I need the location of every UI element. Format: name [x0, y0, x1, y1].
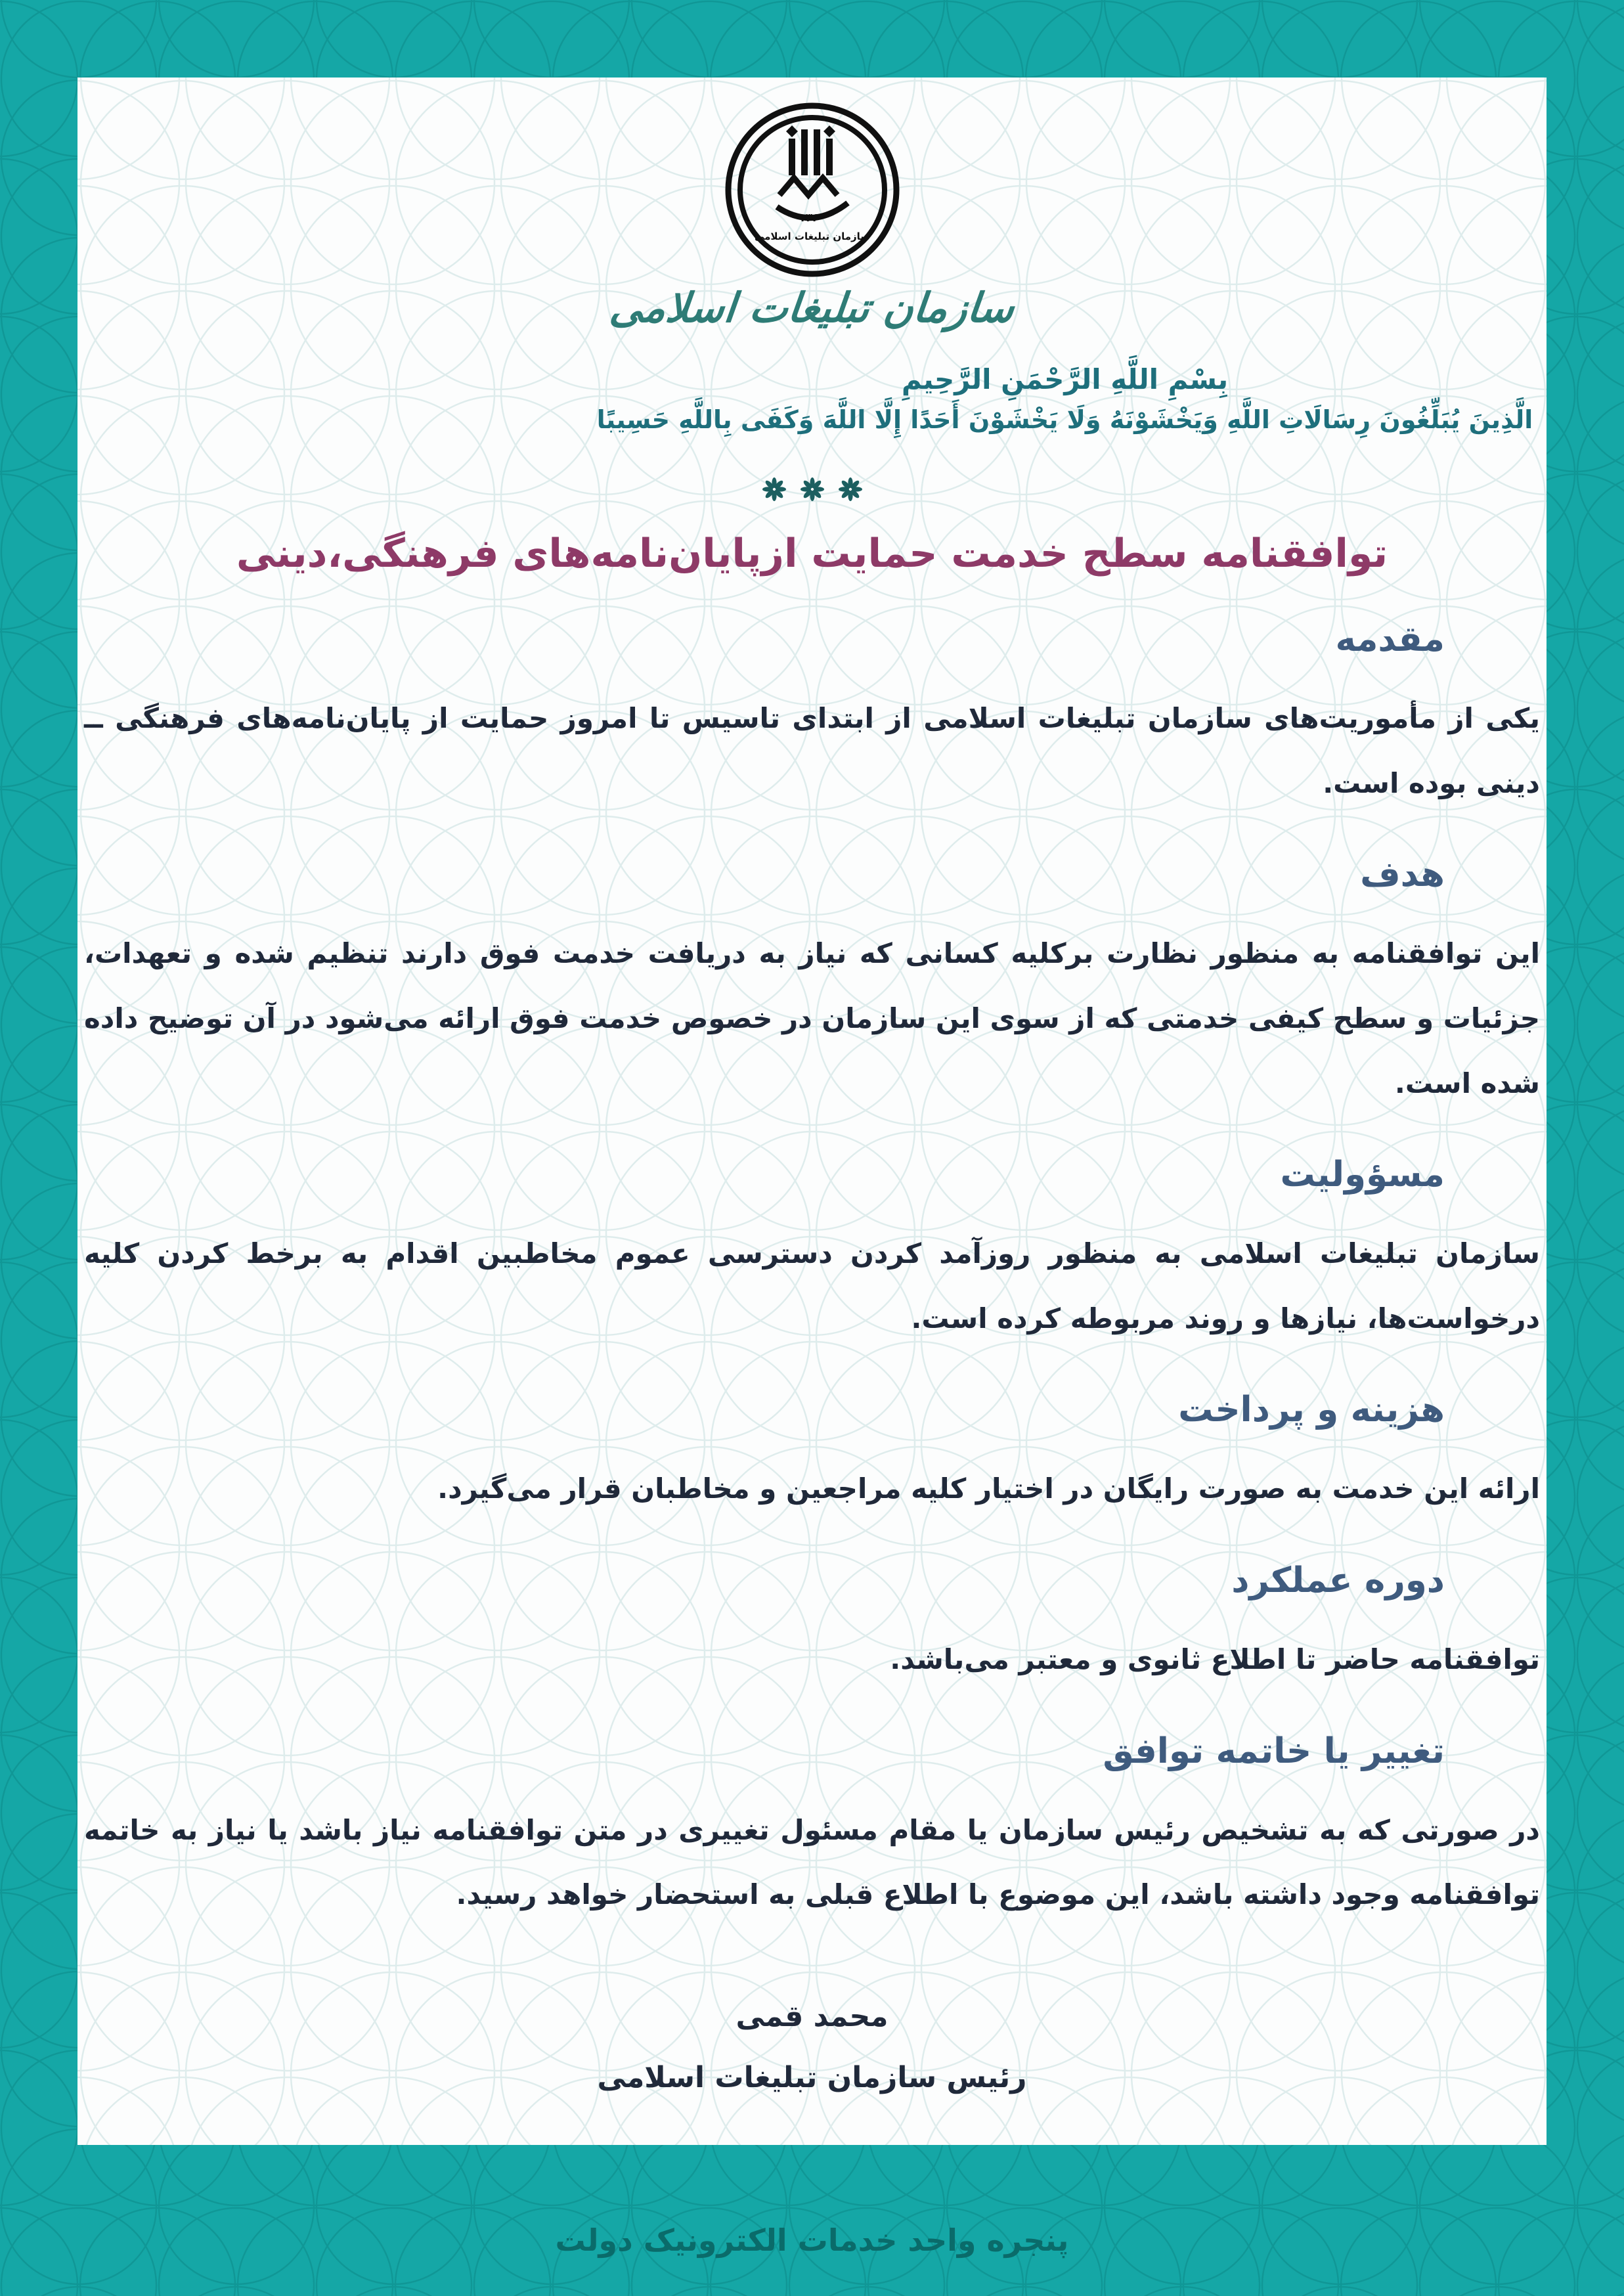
quran-verse-line: الَّذِينَ يُبَلِّغُونَ رِسَالَاتِ اللَّهِ وَيَخْشَوْنَهُ وَلَا يَخْشَوْنَ أَحَدًا إِلَّا اللَّهَ وَكَفَى بِاللَّهِ حَسِيبًا [596, 405, 1533, 435]
section-heading: هدف [1360, 854, 1445, 895]
organization-calligraphy: سازمان تبلیغات اسلامی [607, 284, 1017, 332]
section-body: در صورتی که به تشخیص رئیس سازمان یا مقام مسئول تغییری در متن توافقنامه نیاز باشد یا نیاز به خاتمه توافقنامه وجود داشته باشد، این موضوع با اطلاع قبلی به استحضار خواهد رسید. [84, 1813, 1540, 1911]
logo-year: ۱۳۶۰ [798, 211, 826, 225]
section-body: سازمان تبلیغات اسلامی به منظور روزآمد کردن دسترسی عموم مخاطبین اقدام به برخط کردن کلیه درخواست‌ها، نیازها و روند مربوطه کرده است. [84, 1237, 1540, 1335]
section-performance-period [84, 1558, 1540, 1692]
section-heading: مقدمه [1335, 619, 1445, 659]
section-heading: دوره عملکرد [1231, 1560, 1445, 1601]
signature-block [84, 2000, 1540, 2094]
flower-separator [84, 477, 1540, 504]
document-page [77, 77, 1547, 2145]
logo-arc-text: سازمان تبلیغات اسلامی [754, 231, 870, 242]
section-body: این توافقنامه به منظور نظارت برکلیه کسانی که نیاز به دریافت خدمت فوق دارند تنظیم شده و تعهدات، جزئیات و سطح کیفی خدمتی که از سوی این سازمان در خصوص خدمت فوق ارائه می‌شود در آن توضیح داده شده است. [84, 937, 1540, 1099]
bismillah-line: بِسْمِ اللَّهِ الرَّحْمَنِ الرَّحِيمِ [901, 363, 1229, 395]
section-introduction [84, 617, 1540, 816]
section-cost-payment [84, 1388, 1540, 1522]
section-responsibility [84, 1153, 1540, 1351]
section-body: یکی از مأموریت‌های سازمان تبلیغات اسلامی از ابتدای تاسیس تا امروز حمایت از پایان‌نامه‌های فرهنگی ــ دینی بوده است. [84, 701, 1540, 799]
bismillah-block [337, 358, 1547, 439]
page-title: توافقنامه سطح خدمت حمایت ازپایان‌نامه‌های فرهنگی،دینی [236, 530, 1388, 577]
section-heading: مسؤولیت [1280, 1155, 1445, 1195]
section-body: ارائه این خدمت به صورت رایگان در اختیار کلیه مراجعین و مخاطبان قرار می‌گیرد. [437, 1472, 1540, 1505]
signatory-name: محمد قمی [735, 1999, 889, 2033]
signatory-role: رئیس سازمان تبلیغات اسلامی [597, 2060, 1027, 2094]
section-body: توافقنامه حاضر تا اطلاع ثانوی و معتبر می‌باشد. [890, 1643, 1540, 1675]
section-goal [84, 852, 1540, 1116]
logo-emblem [724, 101, 901, 278]
section-heading: تغییر یا خاتمه توافق [1103, 1731, 1445, 1771]
flower-separator-icon [760, 477, 865, 501]
sections [84, 617, 1540, 1928]
section-heading: هزینه و پرداخت [1178, 1390, 1445, 1430]
allah-monogram [786, 125, 835, 175]
organization-logo [84, 101, 1540, 281]
footer-text: پنجره واحد خدمات الکترونیک دولت [555, 2222, 1069, 2258]
document-content [77, 101, 1547, 2094]
section-change-termination [84, 1729, 1540, 1928]
